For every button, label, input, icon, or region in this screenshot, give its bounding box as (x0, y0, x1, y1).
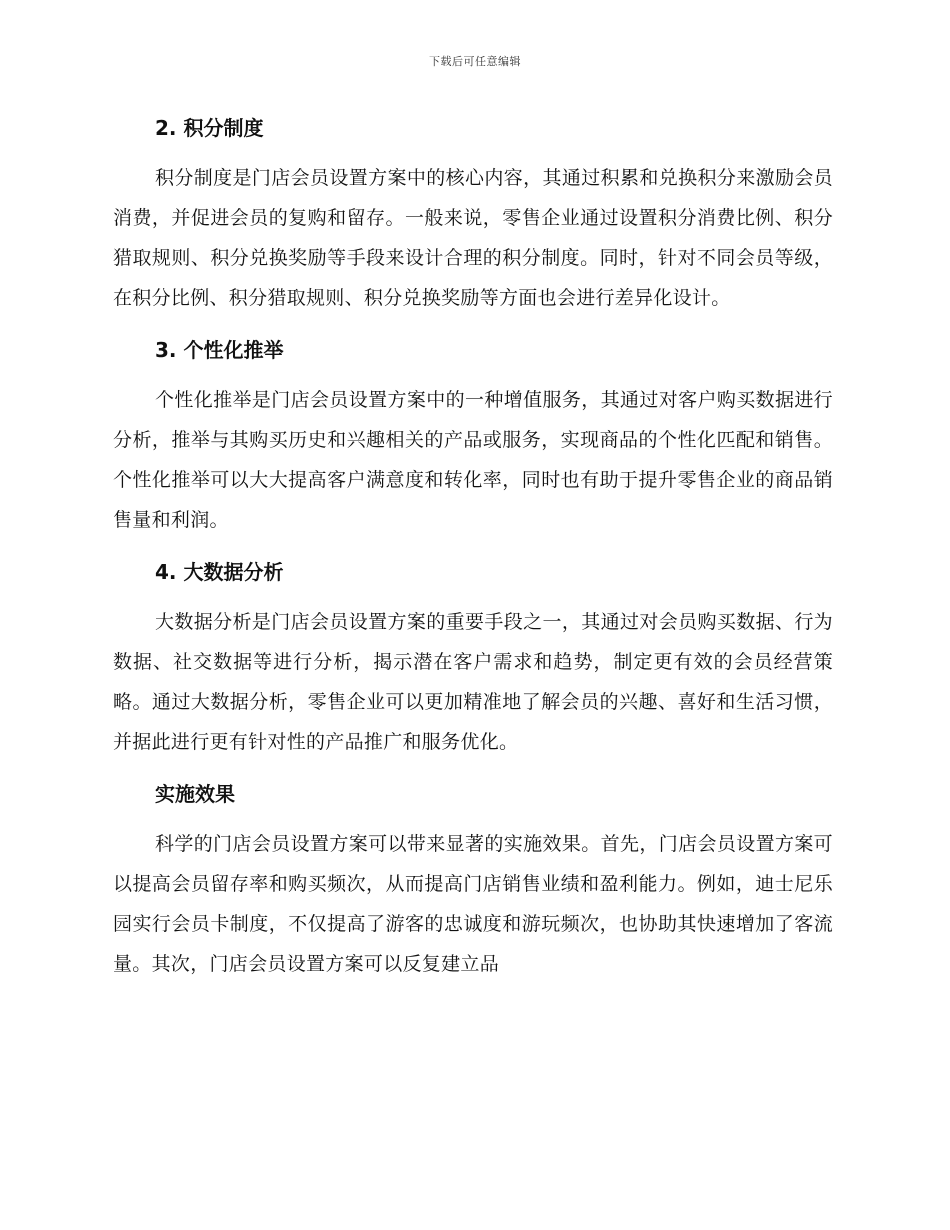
section-paragraph-big-data-analysis: 大数据分析是门店会员设置方案的重要手段之一，其通过对会员购买数据、行为数据、社交数据等进行分析，揭示潜在客户需求和趋势，制定更有效的会员经营策略。通过大数据分析，零售企业可以更加精准地了解会员的兴趣、喜好和生活习惯，并据此进行更有针对性的产品推广和服务优化。 (113, 611, 833, 753)
section-heading-big-data-analysis: 4. 大数据分析 (155, 560, 284, 584)
page-header: 下载后可任意编辑 (429, 55, 521, 68)
section-heading-points-system: 2. 积分制度 (155, 116, 264, 140)
document-body (113, 108, 833, 996)
section-paragraph-points-system: 积分制度是门店会员设置方案中的核心内容，其通过积累和兑换积分来激励会员消费，并促进会员的复购和留存。一般来说，零售企业通过设置积分消费比例、积分猎取规则、积分兑换奖励等手段来设计合理的积分制度。同时，针对不同会员等级，在积分比例、积分猎取规则、积分兑换奖励等方面也会进行差异化设计。 (113, 167, 833, 309)
section-paragraph-implementation-effect: 科学的门店会员设置方案可以带来显著的实施效果。首先，门店会员设置方案可以提高会员留存率和购买频次，从而提高门店销售业绩和盈利能力。例如，迪士尼乐园实行会员卡制度，不仅提高了游客的忠诚度和游玩频次，也协助其快速增加了客流量。其次，门店会员设置方案可以反复建立品 (113, 833, 833, 975)
section-heading-implementation-effect: 实施效果 (155, 782, 235, 806)
section-heading-personalized-recommendation: 3. 个性化推举 (155, 338, 284, 362)
section-paragraph-personalized-recommendation: 个性化推举是门店会员设置方案中的一种增值服务，其通过对客户购买数据进行分析，推举与其购买历史和兴趣相关的产品或服务，实现商品的个性化匹配和销售。个性化推举可以大大提高客户满意度和转化率，同时也有助于提升零售企业的商品销售量和利润。 (113, 389, 833, 531)
